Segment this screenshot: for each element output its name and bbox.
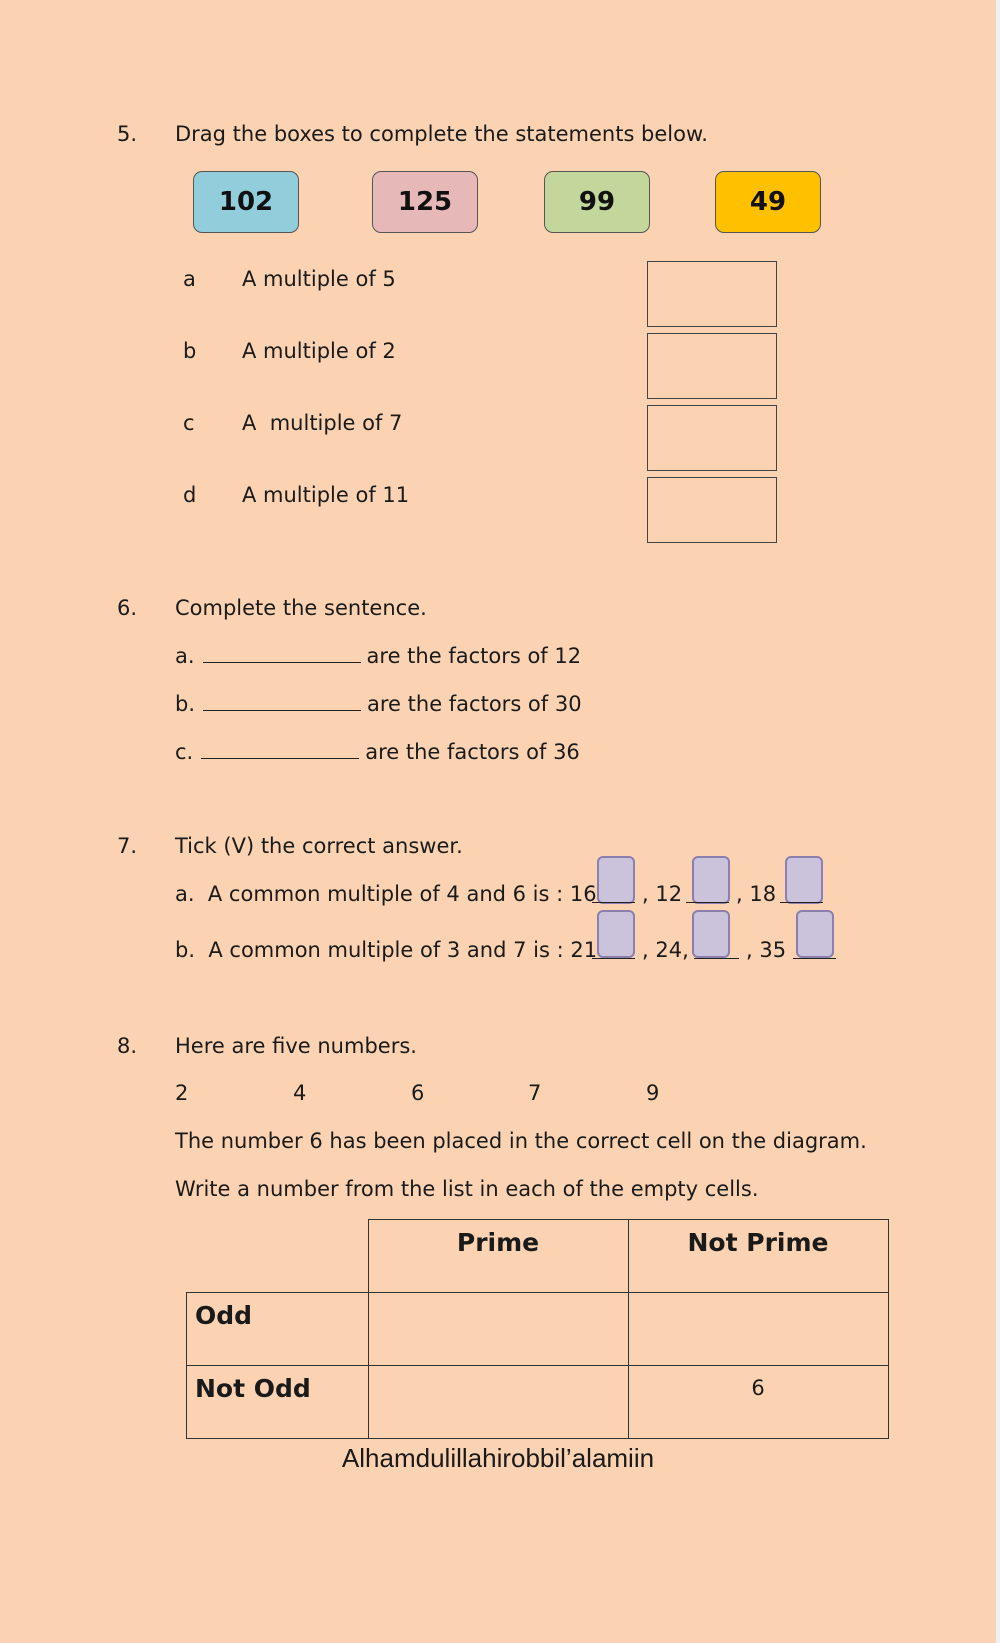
q6-item-b — [175, 690, 582, 717]
q8-line2: Write a number from the list in each of the empty cells. — [175, 1177, 759, 1201]
q7-instruction: Tick (V) the correct answer. — [175, 834, 463, 858]
q8-number-item: 4 — [293, 1081, 307, 1105]
row-label-not-odd: Not Odd — [187, 1366, 369, 1439]
q5-item-text: A multiple of 5 — [242, 267, 396, 291]
cell-not-odd-prime[interactable] — [368, 1366, 628, 1439]
q5-item-letter: a — [183, 267, 196, 291]
header-prime: Prime — [368, 1220, 628, 1293]
q5-item-text: A multiple of 11 — [242, 483, 410, 507]
q6-number: 6. — [117, 596, 138, 620]
q5-item-text: A multiple of 7 — [242, 411, 403, 435]
q5-number: 5. — [117, 122, 138, 146]
q6-item-c — [175, 738, 580, 765]
q6-letter: c. — [175, 740, 194, 764]
q7b-prefix: b. A common multiple of 3 and 7 is : 21 — [175, 938, 598, 962]
q6-letter: a. — [175, 644, 195, 668]
underline — [780, 902, 823, 903]
q5-item-letter: c — [183, 411, 195, 435]
drop-target-a[interactable] — [647, 261, 777, 327]
q5-item-letter: d — [183, 483, 197, 507]
underline — [793, 958, 836, 959]
cell-not-odd-not-prime: 6 — [628, 1366, 888, 1439]
q6-text: are the factors of 30 — [367, 692, 582, 716]
corner-cell — [187, 1220, 369, 1293]
chip-49[interactable]: 49 — [715, 171, 821, 233]
drop-target-c[interactable] — [647, 405, 777, 471]
q5-item-letter: b — [183, 339, 197, 363]
underline — [694, 958, 739, 959]
q7a-opt-12: , 12 — [642, 882, 683, 906]
tick-box-16[interactable] — [597, 856, 635, 904]
q8-number-item: 6 — [411, 1081, 425, 1105]
page-edge — [996, 0, 1000, 1643]
tick-box-18[interactable] — [785, 856, 823, 904]
q6-text: are the factors of 12 — [366, 644, 582, 668]
q8-number-item: 9 — [646, 1081, 660, 1105]
q7a-opt-18: , 18 — [736, 882, 777, 906]
header-not-prime: Not Prime — [628, 1220, 888, 1293]
q8-line1: The number 6 has been placed in the correct cell on the diagram. — [175, 1129, 867, 1153]
q7b-opt-24: , 24, — [642, 938, 689, 962]
answer-blank[interactable] — [201, 738, 359, 759]
q7a-prefix: a. A common multiple of 4 and 6 is : 16 — [175, 882, 597, 906]
chip-99[interactable]: 99 — [544, 171, 650, 233]
answer-blank[interactable] — [203, 642, 361, 663]
prime-odd-table — [186, 1219, 889, 1439]
cell-odd-prime[interactable] — [368, 1293, 628, 1366]
tick-box-21[interactable] — [597, 910, 635, 958]
q7-number: 7. — [117, 834, 138, 858]
q5-instruction: Drag the boxes to complete the statements below. — [175, 122, 708, 146]
q5-item-text: A multiple of 2 — [242, 339, 396, 363]
tick-box-35[interactable] — [796, 910, 834, 958]
answer-blank[interactable] — [203, 690, 361, 711]
q8-number: 8. — [117, 1034, 138, 1058]
underline — [592, 902, 635, 903]
cell-odd-not-prime[interactable] — [628, 1293, 888, 1366]
q7b-opt-35: , 35 — [746, 938, 787, 962]
q8-number-item: 7 — [528, 1081, 542, 1105]
q6-letter: b. — [175, 692, 196, 716]
drop-target-b[interactable] — [647, 333, 777, 399]
underline — [592, 958, 635, 959]
footer-text: Alhamdulillahirobbil’alamiin — [341, 1443, 655, 1473]
drop-target-d[interactable] — [647, 477, 777, 543]
q6-item-a — [175, 642, 581, 669]
q8-number-item: 2 — [175, 1081, 189, 1105]
q8-instruction: Here are five numbers. — [175, 1034, 417, 1058]
tick-box-24[interactable] — [692, 910, 730, 958]
underline — [686, 902, 729, 903]
chip-125[interactable]: 125 — [372, 171, 478, 233]
q6-instruction: Complete the sentence. — [175, 596, 427, 620]
row-label-odd: Odd — [187, 1293, 369, 1366]
chip-102[interactable]: 102 — [193, 171, 299, 233]
q6-text: are the factors of 36 — [365, 740, 580, 764]
tick-box-12[interactable] — [692, 856, 730, 904]
